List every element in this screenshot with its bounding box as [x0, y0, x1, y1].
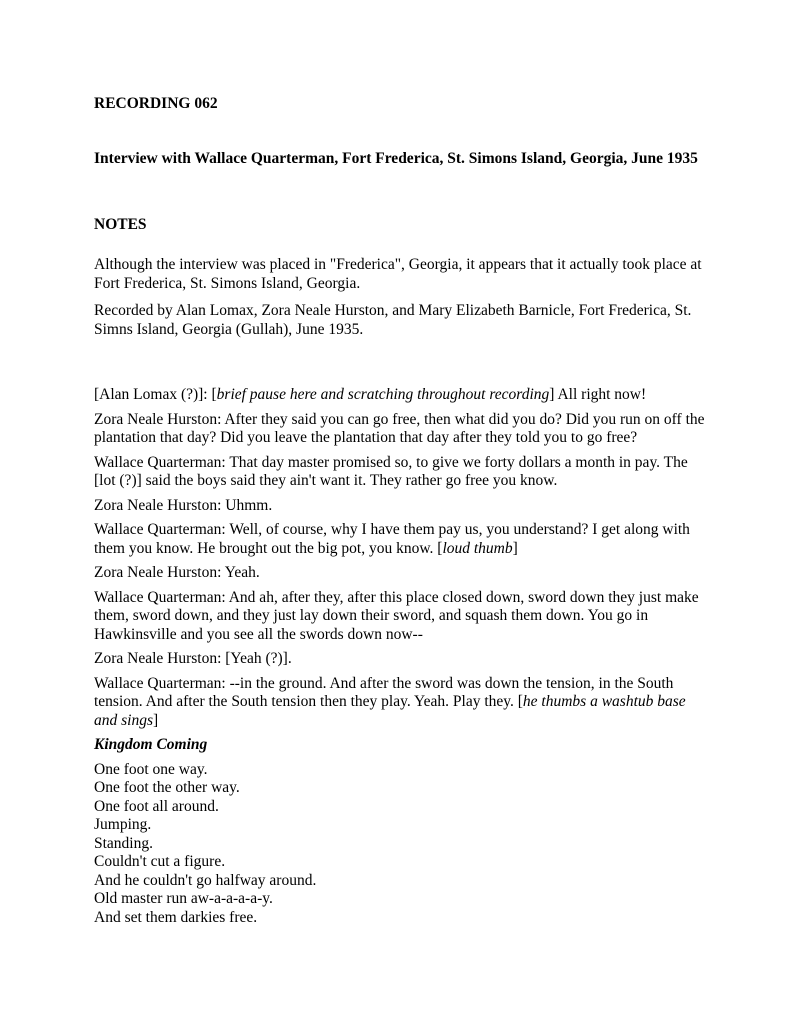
transcript-line: Wallace Quarterman: And ah, after they, after this place closed down, sword down they just make them, sword down, and they just lay down their sword, and squash them down. You go in Hawkinsville and you see all the swords down now-- — [94, 588, 699, 643]
lyric-line: Jumping. — [94, 816, 152, 833]
transcript-line: Wallace Quarterman: Well, of course, why I have them pay us, you understand? I get along with them you know. He brought out the big pot, you know. [loud thumb] — [94, 521, 690, 557]
transcript-line: Zora Neale Hurston: Yeah. — [94, 564, 260, 581]
lyric-line: Old master run aw-a-a-a-a-y. — [94, 890, 273, 907]
transcript-line: Zora Neale Hurston: After they said you can go free, then what did you do? Did you run on off the plantation that day? Did you leave the plantation that day after they told you to go free? — [94, 410, 705, 446]
transcript-line: Wallace Quarterman: --in the ground. And after the sword was down the tension, in the South tension. And after the South tension then they play. Yeah. Play they. [he thumbs a washtub base and sings] — [94, 674, 686, 729]
recording-title: RECORDING 062 — [94, 95, 218, 112]
lyric-line: And set them darkies free. — [94, 908, 258, 926]
lyric-line: One foot one way. — [94, 760, 208, 778]
stage-direction: brief pause here and scratching throughout recording — [216, 386, 550, 403]
lyric-line: One foot all around. — [94, 797, 219, 815]
interview-subtitle: Interview with Wallace Quarterman, Fort Frederica, St. Simons Island, Georgia, June 1935 — [94, 150, 698, 167]
transcript-line: [Alan Lomax (?)]: [brief pause here and scratching throughout recording] All right now! — [94, 386, 647, 403]
notes-paragraph-recorded-by: Recorded by Alan Lomax, Zora Neale Hurston, and Mary Elizabeth Barnicle, Fort Frederica, St. Simns Island, Georgia (Gullah), June 1935. — [94, 302, 692, 338]
lyric-line: Standing. — [94, 834, 153, 852]
stage-direction: he thumbs a washtub base and sings — [94, 693, 686, 729]
notes-paragraph-location: Although the interview was placed in "Frederica", Georgia, it appears that it actually took place at Fort Frederica, St. Simons Island, Georgia. — [94, 256, 702, 292]
transcript-line: Wallace Quarterman: That day master promised so, to give we forty dollars a month in pay. The [lot (?)] said the boys said they ain't want it. They rather go free you know. — [94, 453, 688, 489]
song-lyrics — [94, 761, 706, 928]
transcript-line: Zora Neale Hurston: Uhmm. — [94, 496, 273, 514]
song-title: Kingdom Coming — [94, 736, 208, 753]
lyric-line: Couldn't cut a figure. — [94, 853, 226, 870]
transcript-line: Zora Neale Hurston: [Yeah (?)]. — [94, 650, 292, 667]
stage-direction: loud thumb — [442, 539, 513, 557]
notes-heading: NOTES — [94, 216, 147, 233]
lyric-line: And he couldn't go halfway around. — [94, 871, 317, 889]
lyric-line: One foot the other way. — [94, 779, 240, 796]
transcript — [94, 386, 706, 927]
